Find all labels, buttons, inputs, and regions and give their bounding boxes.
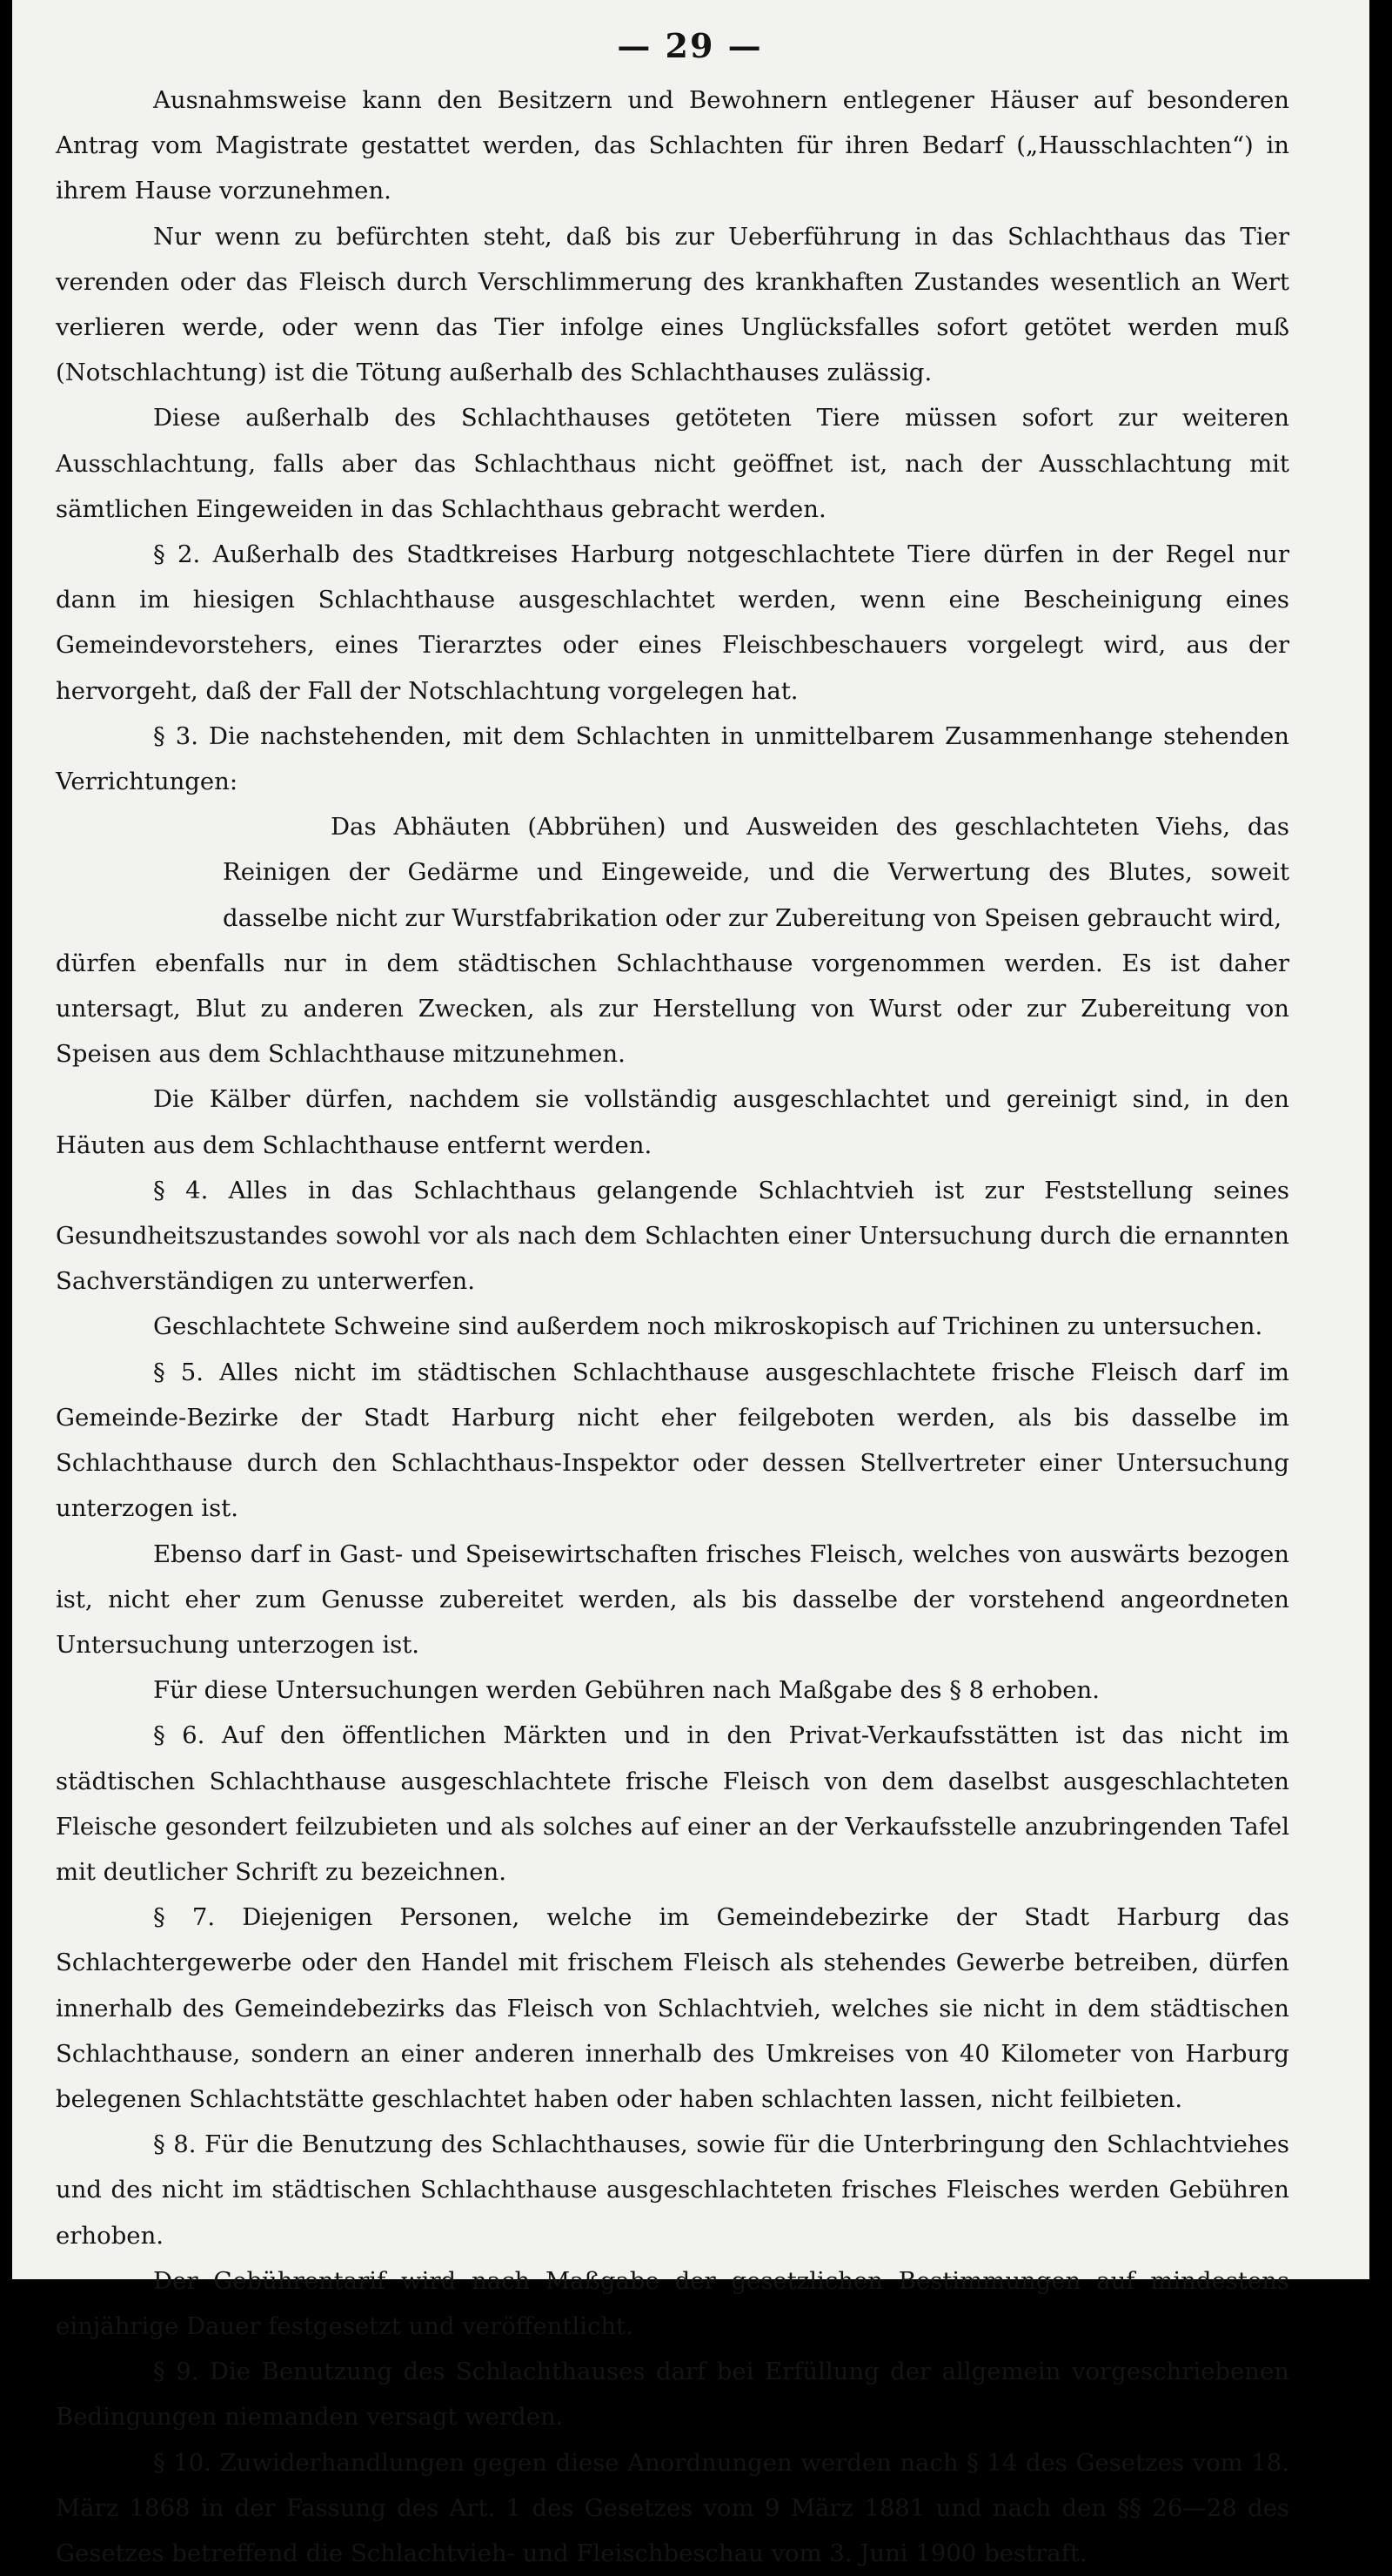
paragraph-fees: Für diese Untersuchungen werden Gebühren nach Maßgabe des § 8 erhoben. <box>153 1676 1100 1705</box>
body-text <box>56 77 1289 2576</box>
section-3: § 3. Die nachstehenden, mit dem Schlachten in unmittelbarem Zusammenhange stehenden Verrichtungen: <box>56 721 1289 796</box>
paragraph-fee-schedule: Der Gebührentarif wird nach Maßgabe der gesetzlichen Bestimmungen auf mindestens einjährige Dauer festgesetzt und veröffentlicht. <box>56 2266 1289 2340</box>
paragraph-calves: Die Kälber dürfen, nachdem sie vollständig ausgeschlachtet und gereinigt sind, in den Häuten aus dem Schlachthause entfernt werden. <box>56 1085 1289 1159</box>
paragraph-outside-killed-animals: Diese außerhalb des Schlachthauses getöteten Tiere müssen sofort zur weiteren Ausschlachtung, falls aber das Schlachthaus nicht geöffnet ist, nach der Ausschlachtung mit sämtlichen Eingeweiden in das Schlachthaus gebracht werden. <box>56 404 1289 523</box>
paragraph-trichinae: Geschlachtete Schweine sind außerdem noch mikroskopisch auf Trichinen zu untersuchen. <box>153 1312 1263 1341</box>
section-2: § 2. Außerhalb des Stadtkreises Harburg notgeschlachtete Tiere dürfen in der Regel nur dann im hiesigen Schlachthause ausgeschlachtet werden, wenn eine Bescheinigung eines Gemeindevorstehers, eines Tierarztes oder eines Fleischbeschauers vorgelegt wird, aus der hervorgeht, daß der Fall der Notschlachtung vorgelegen hat. <box>56 540 1289 705</box>
section-3-continuation: dürfen ebenfalls nur in dem städtischen Schlachthause vorgenommen werden. Es ist daher untersagt, Blut zu anderen Zwecken, als zur Herstellung von Wurst oder zur Zubereitung von Speisen aus dem Schlachthause mitzunehmen. <box>56 949 1289 1069</box>
section-9: § 9. Die Benutzung des Schlachthauses darf bei Erfüllung der allgemein vorgeschriebenen Bedingungen niemanden versagt werden. <box>56 2358 1289 2432</box>
section-5: § 5. Alles nicht im städtischen Schlachthause ausgeschlachtete frische Fleisch darf im Gemeinde-Bezirke der Stadt Harburg nicht eher feilgeboten werden, als bis dasselbe im Schlachthause durch den Schlachthaus-Inspektor oder dessen Stellvertreter einer Untersuchung unterzogen ist. <box>56 1358 1289 1523</box>
paragraph-house-slaughter: Ausnahmsweise kann den Besitzern und Bewohnern entlegener Häuser auf besonderen Antrag vom Magistrate gestattet werden, das Schlachten für ihren Bedarf („Hausschlachten“) in ihrem Hause vorzunehmen. <box>56 86 1289 205</box>
section-8: § 8. Für die Benutzung des Schlachthauses, sowie für die Unterbringung den Schlachtviehes und des nicht im städtischen Schlachthause ausgeschlachteten frisches Fleisches werden Gebühren erhoben. <box>56 2130 1289 2250</box>
page-number: — 29 — <box>617 26 763 65</box>
section-6: § 6. Auf den öffentlichen Märkten und in den Privat-Verkaufsstätten ist das nicht im städtischen Schlachthause ausgeschlachtete frische Fleisch von dem daselbst ausgeschlachteten Fleische gesondert feilzubieten und als solches auf einer an der Verkaufsstelle anzubringenden Tafel mit deutlicher Schrift zu bezeichnen. <box>56 1721 1289 1886</box>
document-page <box>12 0 1369 2567</box>
section-4: § 4. Alles in das Schlachthaus gelangende Schlachtvieh ist zur Feststellung seines Gesundheitszustandes sowohl vor als nach dem Schlachten einer Untersuchung durch die ernannten Sachverständigen zu unterwerfen. <box>56 1176 1289 1296</box>
paragraph-restaurants: Ebenso darf in Gast- und Speisewirtschaften frisches Fleisch, welches von auswärts bezogen ist, nicht eher zum Genusse zubereitet werden, als bis dasselbe der vorstehend angeordneten Untersuchung unterzogen ist. <box>56 1540 1289 1659</box>
section-3-tasks: Das Abhäuten (Abbrühen) und Ausweiden des geschlachteten Viehs, das Reinigen der Gedärme und Eingeweide, und die Verwertung des Blutes, soweit dasselbe nicht zur Wurstfabrikation oder zur Zubereitung von Speisen gebraucht wird, <box>223 813 1289 932</box>
section-7: § 7. Diejenigen Personen, welche im Gemeindebezirke der Stadt Harburg das Schlachtergewerbe oder den Handel mit frischem Fleisch als stehendes Gewerbe betreiben, dürfen innerhalb des Gemeindebezirks das Fleisch von Schlachtvieh, welches sie nicht in dem städtischen Schlachthause, sondern an einer anderen innerhalb des Umkreises von 40 Kilometer von Harburg belegenen Schlachtstätte geschlachtet haben oder haben schlachten lassen, nicht feilbieten. <box>56 1903 1289 2113</box>
paragraph-emergency-slaughter: Nur wenn zu befürchten steht, daß bis zur Ueberführung in das Schlachthaus das Tier verenden oder das Fleisch durch Verschlimmerung des krankhaften Zustandes wesentlich an Wert verlieren werde, oder wenn das Tier infolge eines Unglücksfalles sofort getötet werden muß (Notschlachtung) ist die Tötung außerhalb des Schlachthauses zulässig. <box>56 222 1289 387</box>
section-10: § 10. Zuwiderhandlungen gegen diese Anordnungen werden nach § 14 des Gesetzes vom 18. März 1868 in der Fassung des Art. 1 des Gesetzes vom 9 März 1881 und nach den §§ 26—28 des Gesetzes betreffend die Schlachtvieh- und Fleischbeschau vom 3. Juni 1900 bestraft. <box>56 2448 1289 2567</box>
